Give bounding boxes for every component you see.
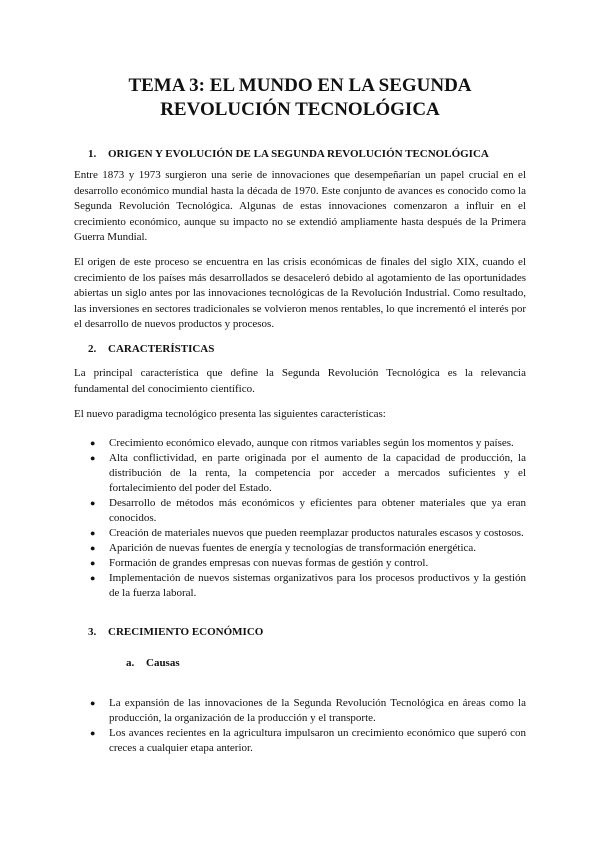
section-2-title: CARACTERÍSTICAS — [108, 343, 215, 355]
list-item-text: Formación de grandes empresas con nuevas formas de gestión y control. — [109, 557, 429, 569]
list-item — [74, 496, 526, 526]
section-3-title: CRECIMIENTO ECONÓMICO — [108, 626, 264, 638]
title-line-1: TEMA 3: EL MUNDO EN LA SEGUNDA — [128, 75, 472, 96]
causes-list — [74, 696, 526, 756]
section-1-heading — [88, 147, 489, 161]
section-2-heading — [88, 342, 214, 356]
bullet-icon: ● — [90, 573, 96, 583]
list-item — [74, 556, 526, 571]
section-1-paragraph-2: El origen de este proceso se encuentra en las crisis económicas de finales del siglo XIX, cuando el crecimiento de los países más desarrollados se desaceleró debido al agotamiento de las oportunidades abiertas un siglo antes por las innovaciones tecnológicas de la Revolución Industrial. Como resultado, las inversiones en sectores tradicionales se volvieron menos rentables, lo que incrementó el interés por el desarrollo de nuevos productos y procesos. — [74, 256, 526, 330]
document-title — [60, 74, 540, 122]
list-item — [74, 726, 526, 756]
section-2-paragraph-2: El nuevo paradigma tecnológico presenta las siguientes características: — [74, 408, 386, 420]
section-1-title: ORIGEN Y EVOLUCIÓN DE LA SEGUNDA REVOLUCIÓN TECNOLÓGICA — [108, 148, 489, 160]
list-item — [74, 696, 526, 726]
list-item-text: Aparición de nuevas fuentes de energía y tecnologías de transformación energética. — [109, 542, 477, 554]
list-item-text: Desarrollo de métodos más económicos y eficientes para obtener materiales que ya eran conocidos. — [109, 497, 526, 524]
subsection-3a-heading — [126, 656, 180, 670]
list-item-text: Crecimiento económico elevado, aunque con ritmos variables según los momentos y países. — [109, 437, 514, 449]
subsection-3a-title: Causas — [146, 657, 180, 669]
section-1-paragraph-1: Entre 1873 y 1973 surgieron una serie de innovaciones que desempeñarían un papel crucial en el desarrollo económico mundial hasta la década de 1970. Este conjunto de avances es conocido como la Segunda Revolución Tecnológica. Algunas de estas innovaciones comenzaron a influir en el crecimiento económico, aunque su impacto no se extendió ampliamente hasta después de la Primera Guerra Mundial. — [74, 169, 526, 243]
bullet-icon: ● — [90, 698, 96, 708]
bullet-icon: ● — [90, 453, 96, 463]
list-item-text: Creación de materiales nuevos que pueden reemplazar productos naturales escasos y costosos. — [109, 527, 524, 539]
list-item — [74, 526, 526, 541]
list-item-text: Implementación de nuevos sistemas organizativos para los procesos productivos y la gestión de la fuerza laboral. — [109, 572, 526, 599]
bullet-icon: ● — [90, 543, 96, 553]
list-item — [74, 541, 526, 556]
list-item-text: La expansión de las innovaciones de la Segunda Revolución Tecnológica en áreas como la producción, la organización de la producción y el transporte. — [109, 697, 526, 724]
list-item-text: Alta conflictividad, en parte originada por el aumento de la capacidad de producción, la distribución de la renta, la competencia por acceder a mercados suficientes y el fortalecimiento del poder del Estado. — [109, 452, 526, 494]
bullet-icon: ● — [90, 528, 96, 538]
characteristics-list — [74, 436, 526, 601]
bullet-icon: ● — [90, 558, 96, 568]
list-item — [74, 436, 526, 451]
list-item — [74, 571, 526, 601]
bullet-icon: ● — [90, 728, 96, 738]
title-line-2: REVOLUCIÓN TECNOLÓGICA — [160, 99, 440, 120]
list-item — [74, 451, 526, 496]
section-2-number: 2. — [88, 343, 97, 355]
section-3-number: 3. — [88, 626, 97, 638]
bullet-icon: ● — [90, 498, 96, 508]
list-item-text: Los avances recientes en la agricultura impulsaron un crecimiento económico que superó con creces a cualquier etapa anterior. — [109, 727, 526, 754]
section-3-heading — [88, 625, 263, 639]
section-2-paragraph-1: La principal característica que define la Segunda Revolución Tecnológica es la relevancia fundamental del conocimiento científico. — [74, 367, 526, 395]
subsection-3a-number: a. — [126, 657, 135, 669]
section-1-number: 1. — [88, 148, 97, 160]
bullet-icon: ● — [90, 438, 96, 448]
